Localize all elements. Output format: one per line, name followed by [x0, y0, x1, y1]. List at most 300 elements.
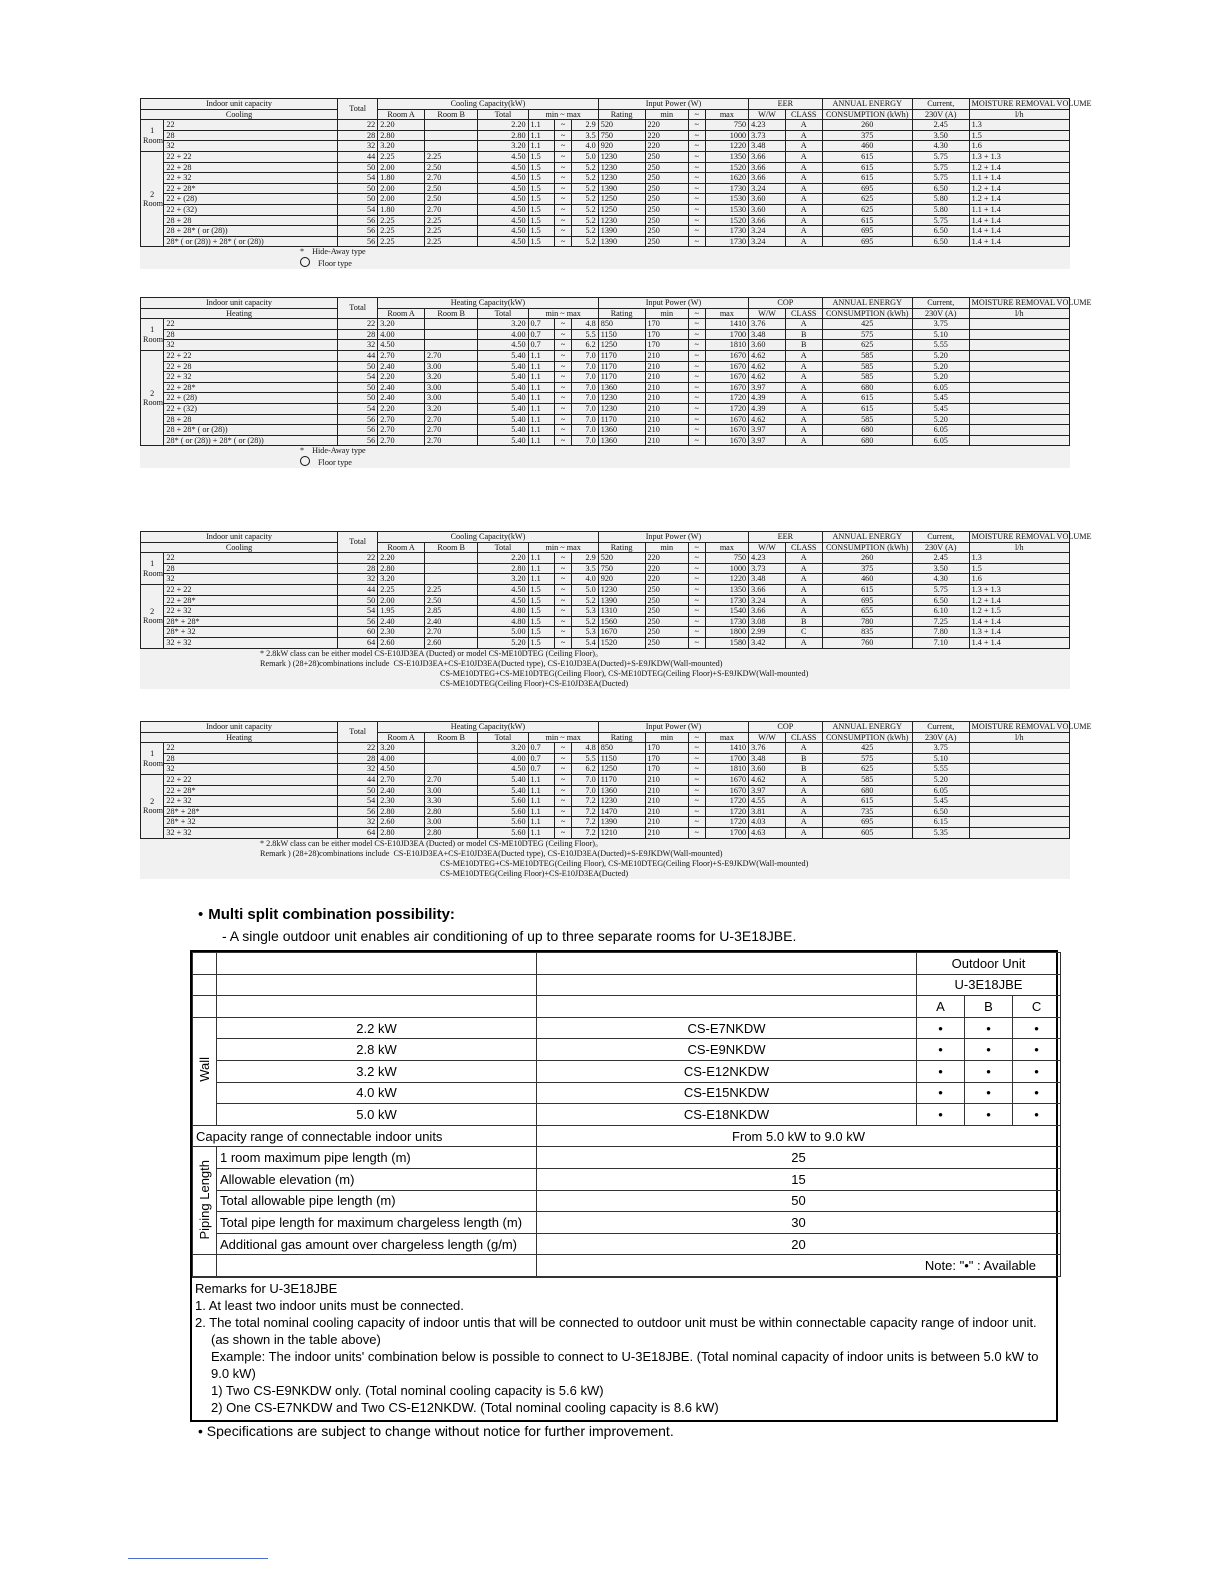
- table-cell: 0.7: [528, 764, 555, 775]
- table-cell: 1730: [705, 616, 749, 627]
- table-cell: 22 + 22: [164, 584, 338, 595]
- table-cell: Cooling Capacity(kW): [378, 532, 599, 543]
- table-cell: 2.70: [424, 435, 477, 446]
- table-cell: 1.5: [528, 215, 555, 226]
- bullet-icon: •: [198, 1423, 203, 1439]
- table-cell: 680: [822, 425, 912, 436]
- table-cell: CONSUMPTION (kWh): [822, 109, 912, 120]
- table-cell: [424, 743, 477, 754]
- table-cell: Current,: [912, 532, 969, 543]
- table-cell: ~: [555, 204, 572, 215]
- table-row: [141, 236, 1070, 247]
- table-cell: 170: [645, 329, 688, 340]
- table-cell: 1730: [705, 236, 749, 247]
- table-cell: 7.0: [571, 382, 598, 393]
- table-cell: 4.8: [571, 743, 598, 754]
- table-cell: Room A: [378, 109, 425, 120]
- table-cell: ~: [555, 236, 572, 247]
- table-cell: [969, 319, 1069, 330]
- table-row: [141, 553, 1070, 564]
- table-cell: 5.40: [478, 403, 528, 414]
- table-cell: 1.1: [528, 350, 555, 361]
- table-cell: ~: [688, 393, 705, 404]
- table-cell: A: [785, 173, 822, 184]
- table-cell: 230V (A): [912, 308, 969, 319]
- table-cell: ~: [688, 329, 705, 340]
- table-cell: 520: [598, 553, 645, 564]
- table-cell: 4.50: [478, 215, 528, 226]
- table-cell: 1230: [598, 584, 645, 595]
- table-cell: 3.66: [749, 606, 786, 617]
- table-cell: 1000: [705, 130, 749, 141]
- table-cell: [969, 806, 1069, 817]
- table-cell: 4.03: [749, 817, 786, 828]
- table-cell: 1.1: [528, 425, 555, 436]
- table-cell: 615: [822, 393, 912, 404]
- table-cell: 460: [822, 574, 912, 585]
- table-cell: l/h: [969, 109, 1069, 120]
- table-row: [141, 130, 1070, 141]
- table-cell: 1250: [598, 194, 645, 205]
- table-cell: 5.75: [912, 151, 969, 162]
- table-row: [141, 393, 1070, 404]
- table-row: [193, 996, 1061, 1018]
- table-cell: 1220: [705, 574, 749, 585]
- table-cell: ~: [688, 226, 705, 237]
- table-cell: 7.0: [571, 372, 598, 383]
- table-cell: 1230: [598, 403, 645, 414]
- table-cell: 3.20: [378, 743, 425, 754]
- table-cell: 44: [338, 584, 378, 595]
- table-cell: 56: [338, 226, 378, 237]
- table-cell: 5.75: [912, 173, 969, 184]
- table-cell: Heating Capacity(kW): [378, 298, 599, 309]
- available-dot-icon: •: [1013, 1017, 1061, 1039]
- table-cell: ~: [555, 563, 572, 574]
- table-cell: A: [785, 162, 822, 173]
- table-cell: A: [785, 130, 822, 141]
- table-cell: min ~ max: [528, 109, 598, 120]
- footer-note-text: Specifications are subject to change without notice for further improvement.: [206, 1423, 674, 1439]
- table-cell: ~: [555, 130, 572, 141]
- table-cell: 250: [645, 595, 688, 606]
- table-cell: 3.75: [912, 319, 969, 330]
- table-cell: Input Power (W): [598, 532, 748, 543]
- table-cell: 1230: [598, 173, 645, 184]
- table-cell: 1390: [598, 226, 645, 237]
- table-row: [141, 563, 1070, 574]
- table-cell: 2.00: [378, 183, 425, 194]
- table-cell: 2.50: [424, 162, 477, 173]
- table-cell: 1220: [705, 141, 749, 152]
- table-cell: 6.50: [912, 806, 969, 817]
- table-cell: 7.2: [571, 796, 598, 807]
- table-cell: 28: [164, 563, 338, 574]
- table-cell: [424, 574, 477, 585]
- table-cell: 1.5: [969, 563, 1069, 574]
- table-row: [193, 1104, 1061, 1126]
- remark-line: Remark ) (28+28)combinations include CS-E10JD3EA+CS-E10JD3EA(Ducted type), CS-E10JD3EA(Ducted)+S-E9JKDW(Wall-mounted): [260, 848, 723, 858]
- remark-item: 2. The total nominal cooling capacity of indoor untis that will be connected to outdoor unit must be within connectable capacity range of indoor unit.: [195, 1314, 1037, 1330]
- table-cell: ~: [688, 130, 705, 141]
- table-cell: 50: [338, 393, 378, 404]
- table-cell: A: [785, 414, 822, 425]
- table-cell: [969, 372, 1069, 383]
- table-cell: [217, 974, 537, 996]
- table-cell: [217, 953, 537, 975]
- available-dot-icon: •: [965, 1039, 1013, 1061]
- table-cell: 250: [645, 162, 688, 173]
- table-cell: 1.5: [528, 173, 555, 184]
- table-cell: 3.66: [749, 173, 786, 184]
- multi-split-title: [198, 906, 455, 923]
- table-cell: 2.60: [424, 637, 477, 648]
- table-cell: 2.8 kW: [217, 1039, 537, 1061]
- table-cell: A: [785, 403, 822, 414]
- table-row: [193, 1125, 1061, 1147]
- table-cell: 3.73: [749, 563, 786, 574]
- table-cell: 28: [338, 130, 378, 141]
- table-cell: 1230: [598, 151, 645, 162]
- capacity-table-block-cooling-b: [140, 531, 1092, 689]
- table-cell: 585: [822, 350, 912, 361]
- table-cell: 3.00: [424, 817, 477, 828]
- table-cell: Total: [338, 532, 378, 553]
- table-cell: 1720: [705, 403, 749, 414]
- table-cell: ~: [688, 382, 705, 393]
- table-cell: 3.20: [378, 319, 425, 330]
- table-cell: 5.0: [571, 584, 598, 595]
- table-row: [193, 974, 1061, 996]
- table-cell: 22 + 22: [164, 350, 338, 361]
- table-cell: ~: [555, 743, 572, 754]
- table-cell: 50: [537, 1190, 1061, 1212]
- table-cell: [424, 753, 477, 764]
- table-cell: 695: [822, 595, 912, 606]
- table-cell: 3.66: [749, 215, 786, 226]
- table-cell: 210: [645, 350, 688, 361]
- table-cell: ~: [555, 817, 572, 828]
- table-cell: 3.76: [749, 743, 786, 754]
- table-cell: 5.75: [912, 584, 969, 595]
- table-cell: [193, 974, 217, 996]
- table-cell: 32: [164, 574, 338, 585]
- table-cell: 680: [822, 435, 912, 446]
- table-cell: 28* + 32: [164, 627, 338, 638]
- table-cell: 3.20: [424, 372, 477, 383]
- table-cell: 3.08: [749, 616, 786, 627]
- table-cell: 4.39: [749, 393, 786, 404]
- table-cell: Total: [478, 308, 528, 319]
- table-cell: 5.75: [912, 215, 969, 226]
- table-cell: 1.6: [969, 141, 1069, 152]
- table-cell: CS-E12NKDW: [537, 1060, 917, 1082]
- table-cell: 1.5: [969, 130, 1069, 141]
- table-cell: 2.70: [424, 627, 477, 638]
- table-cell: A: [785, 817, 822, 828]
- table-cell: 1.2 + 1.5: [969, 606, 1069, 617]
- table-cell: ~: [555, 151, 572, 162]
- table-row: [141, 627, 1070, 638]
- table-cell: Total: [478, 732, 528, 743]
- table-cell: 3.20: [478, 574, 528, 585]
- table-cell: 50: [338, 785, 378, 796]
- capacity-table-block-heating-b: [140, 721, 1092, 879]
- table-cell: ~: [555, 616, 572, 627]
- room-group-label: 1 Room: [141, 319, 164, 351]
- table-cell: 3.20: [478, 319, 528, 330]
- table-cell: 250: [645, 173, 688, 184]
- table-row: [141, 806, 1070, 817]
- table-cell: W/W: [749, 308, 786, 319]
- table-cell: 4.80: [478, 616, 528, 627]
- table-cell: 2.20: [378, 403, 425, 414]
- table-cell: 2.25: [424, 226, 477, 237]
- table-cell: 170: [645, 319, 688, 330]
- table-cell: ~: [555, 595, 572, 606]
- table-cell: Room A: [378, 732, 425, 743]
- table-cell: Room A: [378, 308, 425, 319]
- table-cell: 5.35: [912, 827, 969, 838]
- room-group-label: 1 Room: [141, 743, 164, 775]
- table-cell: W/W: [749, 732, 786, 743]
- table-cell: 2.9: [571, 553, 598, 564]
- table-cell: 5.2: [571, 595, 598, 606]
- table-cell: 1360: [598, 425, 645, 436]
- table-cell: 50: [338, 361, 378, 372]
- table-cell: ~: [688, 817, 705, 828]
- table-cell: [969, 796, 1069, 807]
- table-cell: 1.2 + 1.4: [969, 194, 1069, 205]
- available-dot-icon: •: [1013, 1039, 1061, 1061]
- table-cell: 7.0: [571, 435, 598, 446]
- table-row: [141, 817, 1070, 828]
- table-cell: COP: [749, 298, 823, 309]
- table-cell: 5.2: [571, 162, 598, 173]
- table-cell: 250: [645, 226, 688, 237]
- table-cell: Indoor unit capacity: [141, 722, 338, 733]
- table-cell: 3.48: [749, 574, 786, 585]
- table-cell: ~: [555, 319, 572, 330]
- table-cell: Indoor unit capacity: [141, 298, 338, 309]
- table-cell: B: [785, 753, 822, 764]
- table-cell: 32: [338, 141, 378, 152]
- table-cell: 5.2: [571, 204, 598, 215]
- table-row: [141, 403, 1070, 414]
- table-cell: A: [785, 350, 822, 361]
- table-notes: [140, 446, 1070, 468]
- table-cell: 1170: [598, 414, 645, 425]
- table-cell: 2.45: [912, 120, 969, 131]
- table-cell: 2.40: [378, 393, 425, 404]
- room-group-label: 2 Room: [141, 350, 164, 445]
- floor-legend: Floor type: [140, 456, 1070, 468]
- table-cell: B: [785, 764, 822, 775]
- table-cell: [424, 553, 477, 564]
- table-cell: 5.2: [571, 236, 598, 247]
- table-cell: ~: [555, 806, 572, 817]
- table-row: [193, 1168, 1061, 1190]
- table-row: [193, 1255, 1061, 1277]
- table-cell: ~: [555, 350, 572, 361]
- table-row: [141, 827, 1070, 838]
- table-cell: 425: [822, 743, 912, 754]
- table-cell: 2.40: [378, 361, 425, 372]
- table-cell: 4.50: [478, 764, 528, 775]
- table-cell: 32: [338, 340, 378, 351]
- table-cell: CS-E15NKDW: [537, 1082, 917, 1104]
- table-cell: 1.95: [378, 606, 425, 617]
- table-cell: min: [645, 542, 688, 553]
- table-cell: [969, 774, 1069, 785]
- table-cell: 1520: [705, 162, 749, 173]
- table-cell: 32: [338, 764, 378, 775]
- table-cell: [969, 785, 1069, 796]
- table-cell: 1.1: [528, 817, 555, 828]
- table-cell: ~: [688, 435, 705, 446]
- table-cell: Input Power (W): [598, 99, 748, 110]
- table-cell: 1670: [705, 361, 749, 372]
- table-cell: 4.80: [478, 606, 528, 617]
- table-cell: ~: [688, 785, 705, 796]
- table-cell: 615: [822, 173, 912, 184]
- table-cell: 3.00: [424, 382, 477, 393]
- table-cell: ~: [688, 584, 705, 595]
- table-cell: ~: [688, 319, 705, 330]
- table-cell: 5.45: [912, 393, 969, 404]
- table-cell: [969, 382, 1069, 393]
- table-cell: ~: [688, 425, 705, 436]
- table-cell: 1670: [705, 382, 749, 393]
- table-cell: 3.48: [749, 329, 786, 340]
- table-row: [141, 637, 1070, 648]
- table-cell: 22: [338, 319, 378, 330]
- table-cell: A: [785, 372, 822, 383]
- table-cell: ~: [555, 226, 572, 237]
- table-cell: 3.48: [749, 753, 786, 764]
- table-cell: 28* ( or (28)) + 28* ( or (28)): [164, 435, 338, 446]
- table-row: [141, 141, 1070, 152]
- floor-legend: Floor type: [140, 257, 1070, 269]
- table-cell: ~: [555, 425, 572, 436]
- table-row: [141, 425, 1070, 436]
- table-cell: 32: [164, 340, 338, 351]
- table-cell: 56: [338, 215, 378, 226]
- table-cell: 1.4 + 1.4: [969, 637, 1069, 648]
- table-cell: 615: [822, 151, 912, 162]
- table-row: [141, 319, 1070, 330]
- table-cell: 4.0: [571, 141, 598, 152]
- table-cell: 210: [645, 372, 688, 383]
- table-cell: 1350: [705, 151, 749, 162]
- table-cell: 2.70: [424, 173, 477, 184]
- table-cell: 6.05: [912, 382, 969, 393]
- table-cell: 56: [338, 435, 378, 446]
- table-cell: 1.5: [528, 151, 555, 162]
- table-cell: ~: [688, 183, 705, 194]
- table-cell: 2.70: [378, 414, 425, 425]
- table-cell: 1390: [598, 595, 645, 606]
- table-cell: 1.5: [528, 595, 555, 606]
- table-cell: 1730: [705, 595, 749, 606]
- table-cell: 615: [822, 215, 912, 226]
- table-row: [141, 183, 1070, 194]
- table-cell: ~: [688, 764, 705, 775]
- table-cell: 3.76: [749, 319, 786, 330]
- table-cell: 5.2: [571, 194, 598, 205]
- table-cell: 2.00: [378, 595, 425, 606]
- table-cell: 5.20: [912, 414, 969, 425]
- table-cell: 1.2 + 1.4: [969, 595, 1069, 606]
- table-cell: 28: [164, 753, 338, 764]
- table-cell: 1360: [598, 435, 645, 446]
- table-cell: MOISTURE REMOVAL VOLUME: [969, 722, 1069, 733]
- table-cell: ~: [555, 403, 572, 414]
- table-row: [141, 743, 1070, 754]
- table-cell: A: [785, 236, 822, 247]
- table-cell: 1670: [705, 350, 749, 361]
- remark-detail: 2) One CS-E7NKDW and Two CS-E12NKDW. (Total nominal cooling capacity is 8.6 kW): [211, 1399, 719, 1415]
- table-cell: 1730: [705, 226, 749, 237]
- table-row: [141, 774, 1070, 785]
- table-cell: 230V (A): [912, 109, 969, 120]
- table-cell: 7.0: [571, 403, 598, 414]
- table-cell: 5.10: [912, 329, 969, 340]
- table-cell: 5.20: [478, 637, 528, 648]
- table-cell: [537, 974, 917, 996]
- table-cell: 56: [338, 616, 378, 627]
- table-cell: 4.50: [478, 236, 528, 247]
- table-cell: 22 + 32: [164, 606, 338, 617]
- table-cell: [537, 953, 917, 975]
- table-cell: CS-E9NKDW: [537, 1039, 917, 1061]
- table-cell: [424, 130, 477, 141]
- table-cell: 0.7: [528, 340, 555, 351]
- table-row: [141, 173, 1070, 184]
- table-cell: ~: [688, 308, 705, 319]
- table-cell: 50: [338, 162, 378, 173]
- table-cell: 4.00: [478, 329, 528, 340]
- table-cell: 3.60: [749, 340, 786, 351]
- table-cell: A: [785, 382, 822, 393]
- table-cell: 210: [645, 425, 688, 436]
- table-cell: 655: [822, 606, 912, 617]
- table-cell: [969, 753, 1069, 764]
- table-cell: A: [785, 393, 822, 404]
- table-notes: [140, 649, 1070, 689]
- table-cell: 1520: [705, 215, 749, 226]
- table-cell: 6.50: [912, 183, 969, 194]
- table-cell: 2.20: [478, 120, 528, 131]
- table-cell: 2.25: [424, 584, 477, 595]
- table-cell: 1230: [598, 215, 645, 226]
- table-cell: 22 + (32): [164, 403, 338, 414]
- table-cell: ~: [555, 162, 572, 173]
- table-cell: 22 + 22: [164, 774, 338, 785]
- table-cell: 28: [338, 563, 378, 574]
- table-cell: 22 + 28*: [164, 183, 338, 194]
- table-cell: 1.5: [528, 183, 555, 194]
- table-cell: Total: [338, 722, 378, 743]
- table-cell: 2.80: [478, 130, 528, 141]
- table-cell: 4.30: [912, 141, 969, 152]
- table-cell: C: [785, 627, 822, 638]
- table-cell: ~: [688, 606, 705, 617]
- table-cell: 4.50: [478, 162, 528, 173]
- table-cell: 5.40: [478, 372, 528, 383]
- table-cell: 735: [822, 806, 912, 817]
- table-cell: 7.0: [571, 393, 598, 404]
